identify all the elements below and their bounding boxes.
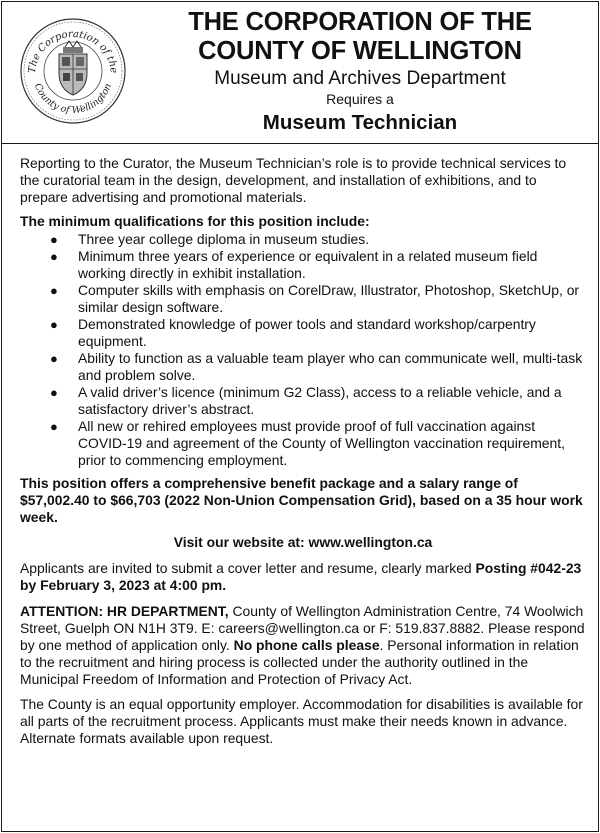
list-item: ● Three year college diploma in museum studies. [50,231,370,247]
bullet-icon: ● [50,232,58,247]
list-item: ● Ability to function as a valuable team player who can communicate well, multi-task and problem solve. [50,350,583,383]
attention-paragraph: ATTENTION: HR DEPARTMENT, County of Wellington Administration Centre, 74 Woolwich Street, Guelph ON N1H 3T9. E: careers@wellington.ca or F: 519.837.8882. Please respond by one method of application only. No phone calls please. Personal information in relation to the recruitment and hiring process is collected under the authority outlined in the Municipal Freedom of Information and Protection of Privacy Act. [20,603,585,687]
posting-deadline: Posting #042-23 by February 3, 2023 at 4:00 pm. [20,560,582,593]
list-item: ● Demonstrated knowledge of power tools and standard workshop/carpentry equipment. [50,316,536,349]
list-item: ● All new or rehired employees must provide proof of full vaccination against COVID-19 and agreement of the County of Wellington vaccination requirement, prior to commencing employment. [50,418,565,468]
ad-frame [1,1,599,832]
bullet-icon: ● [50,317,58,332]
bullet-icon: ● [50,385,58,400]
applicants-paragraph: Applicants are invited to submit a cover letter and resume, clearly marked Posting #042-23 by February 3, 2023 at 4:00 pm. [20,560,582,593]
list-item: ● A valid driver’s licence (minimum G2 Class), access to a reliable vehicle, and a satisfactory driver’s abstract. [50,384,562,417]
no-calls-notice: No phone calls please [233,637,380,653]
department-name: Museum and Archives Department [214,68,506,89]
qualifications-heading: The minimum qualifications for this position include: [20,213,370,229]
bullet-icon: ● [50,283,58,298]
bullet-icon: ● [50,419,58,434]
salary-paragraph: This position offers a comprehensive benefit package and a salary range of $57,002.40 to $66,703 (2022 Non-Union Compensation Grid), based on a 35 hour work week. [20,475,583,525]
bullet-icon: ● [50,351,58,366]
attention-label: ATTENTION: HR DEPARTMENT, [20,603,229,619]
position-title: Museum Technician [262,111,458,134]
intro-paragraph: Reporting to the Curator, the Museum Technician’s role is to provide technical services to the curatorial team in the design, development, and installation of exhibitions, and to prepare advertising and promotional materials. [20,155,567,205]
website-line: Visit our website at: www.wellington.ca [173,534,433,550]
list-item: ● Minimum three years of experience or equivalent in a related museum field working directly in exhibit installation. [50,248,538,281]
header-text-block [120,8,600,136]
seal-text-bottom: County of Wellington [31,81,115,117]
bullet-icon: ● [50,249,58,264]
ad-body [20,155,586,747]
seal-text-top: The Corporation of the [26,28,120,74]
equal-opportunity-paragraph: The County is an equal opportunity employer. Accommodation for disabilities is available for all parts of the recruitment process. Applicants must make their needs known in advance. Alternate formats available upon request. [20,696,583,746]
qualifications-list [20,231,586,469]
ad-header [2,2,598,144]
county-seal-icon [19,17,127,125]
list-item: ● Computer skills with emphasis on CorelDraw, Illustrator, Photoshop, SketchUp, or similar design software. [50,282,580,315]
organization-name-line2: COUNTY OF WELLINGTON [198,37,522,65]
requires-text: Requires a [326,91,394,107]
organization-name-line1: THE CORPORATION OF THE [188,8,532,36]
